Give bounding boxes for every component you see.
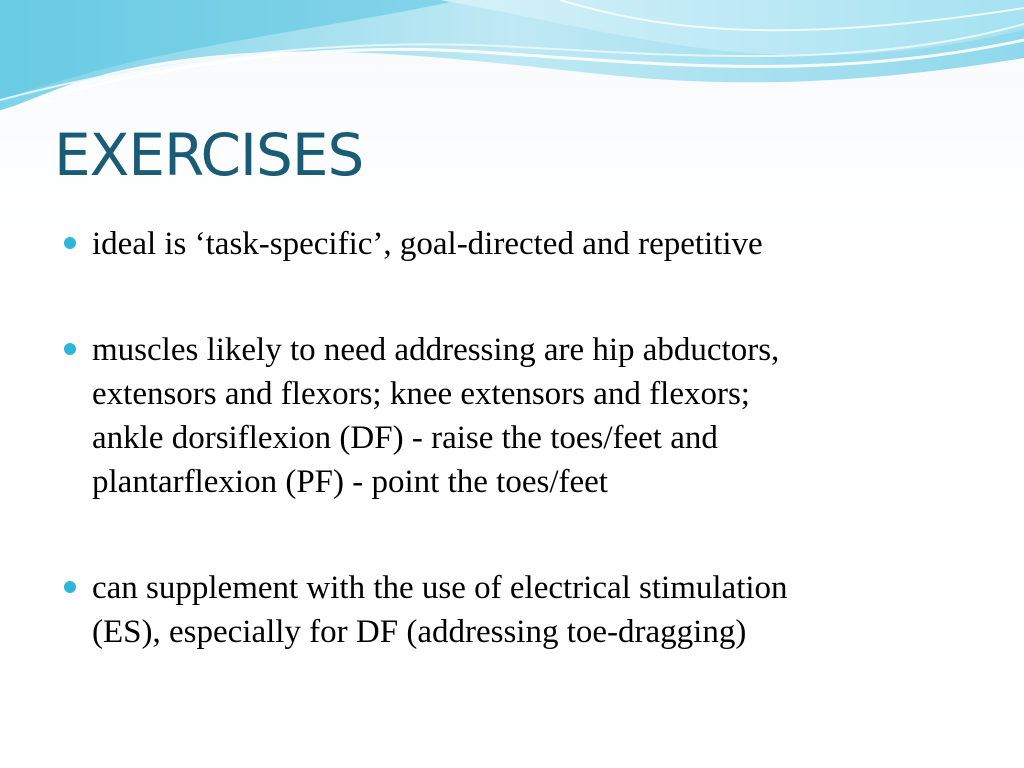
bullet-text-line: muscles likely to need addressing are hip abductors, bbox=[92, 332, 780, 368]
bullet-list bbox=[60, 222, 960, 654]
bullet-item-muscles bbox=[60, 328, 960, 504]
bullet-text-line: plantarflexion (PF) - point the toes/feet bbox=[92, 464, 608, 500]
bullet-dot-icon bbox=[64, 343, 76, 355]
bullet-text-line: ideal is ‘task-specific’, goal-directed and repetitive bbox=[92, 226, 763, 262]
header-wave-decoration bbox=[0, 0, 1024, 120]
bullet-text-line: (ES), especially for DF (addressing toe-dragging) bbox=[92, 614, 747, 650]
bullet-text-line: ankle dorsiflexion (DF) - raise the toes/feet and bbox=[92, 420, 718, 456]
bullet-dot-icon bbox=[64, 581, 76, 593]
bullet-text-line: can supplement with the use of electrical stimulation bbox=[92, 570, 788, 606]
slide-title: EXERCISES bbox=[54, 121, 364, 189]
bullet-text-line: extensors and flexors; knee extensors and flexors; bbox=[92, 376, 750, 412]
bullet-dot-icon bbox=[64, 237, 76, 249]
bullet-item-electrical-stimulation bbox=[60, 566, 960, 654]
bullet-item-task-specific bbox=[60, 222, 960, 266]
